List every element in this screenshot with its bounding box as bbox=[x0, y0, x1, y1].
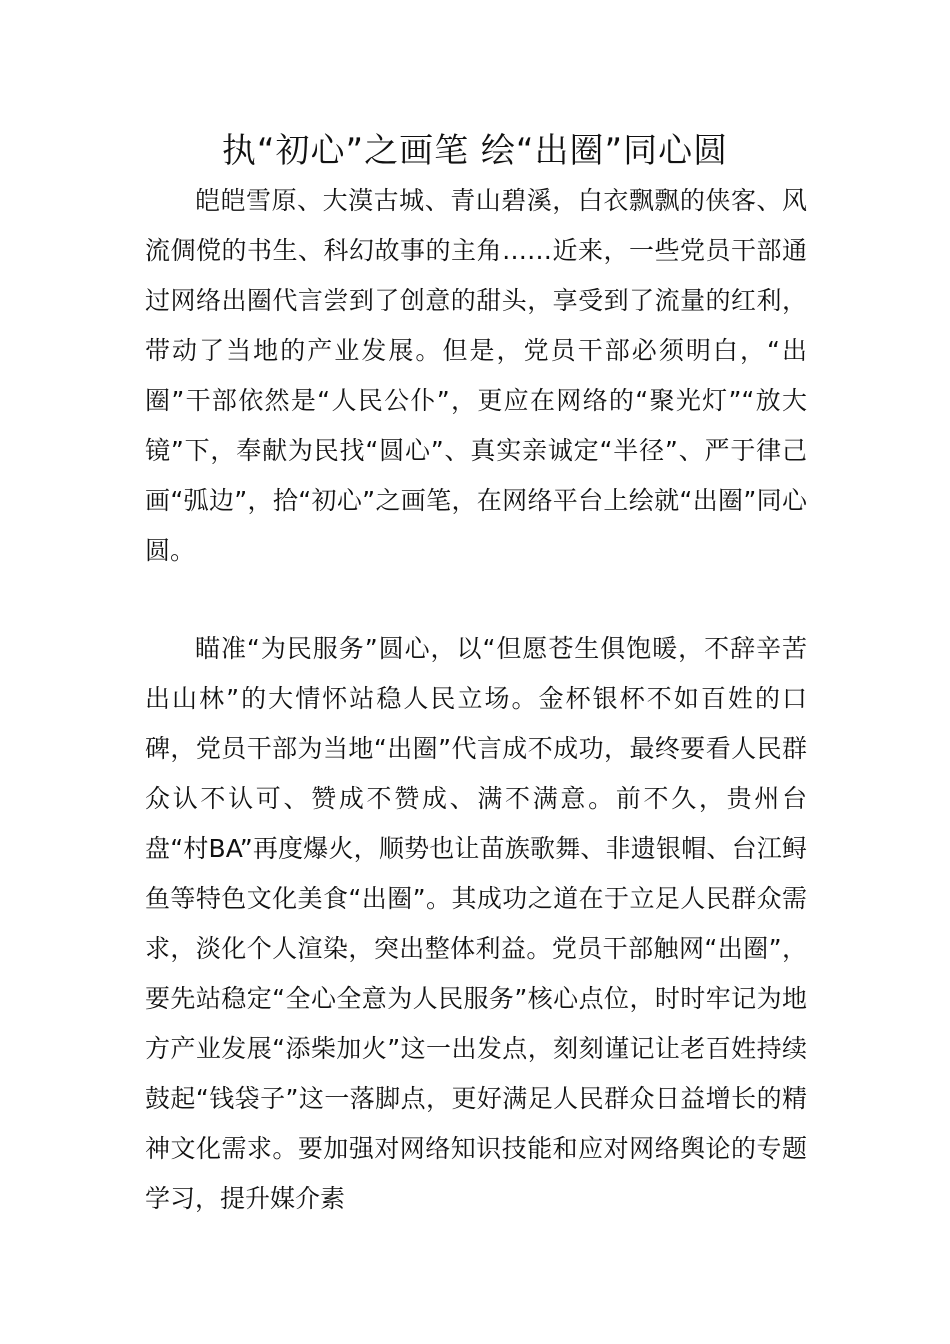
paragraph-2: 瞄准“为民服务”圆心，以“但愿苍生俱饱暖，不辞辛苦出山林”的大情怀站稳人民立场。金杯银杯不如百姓的口碑，党员干部为当地“出圈”代言成不成功，最终要看人民群众认不认可、赞成不赞成、满不满意。前不久，贵州台盘“村BA”再度爆火，顺势也让苗族歌舞、非遗银帽、台江鲟鱼等特色文化美食“出圈”。其成功之道在于立足人民群众需求，淡化个人渲染，突出整体利益。党员干部触网“出圈”，要先站稳定“全心全意为人民服务”核心点位，时时牢记为地方产业发展“添柴加火”这一出发点，刻刻谨记让老百姓持续鼓起“钱袋子”这一落脚点，更好满足人民群众日益增长的精神文化需求。要加强对网络知识技能和应对网络舆论的专题学习，提升媒介素 bbox=[145, 634, 807, 1213]
document-title: 执“初心”之画笔 绘“出圈”同心圆 bbox=[221, 131, 729, 171]
paragraph-1: 皑皑雪原、大漠古城、青山碧溪，白衣飘飘的侠客、风流倜傥的书生、科幻故事的主角……近来，一些党员干部通过网络出圈代言尝到了创意的甜头，享受到了流量的红利，带动了当地的产业发展。但是，党员干部必须明白，“出圈”干部依然是“人民公仆”，更应在网络的“聚光灯”“放大镜”下，奉献为民找“圆心”、真实亲诚定“半径”、严于律己画“弧边”，拾“初心”之画笔，在网络平台上绘就“出圈”同心圆。 bbox=[145, 186, 807, 565]
